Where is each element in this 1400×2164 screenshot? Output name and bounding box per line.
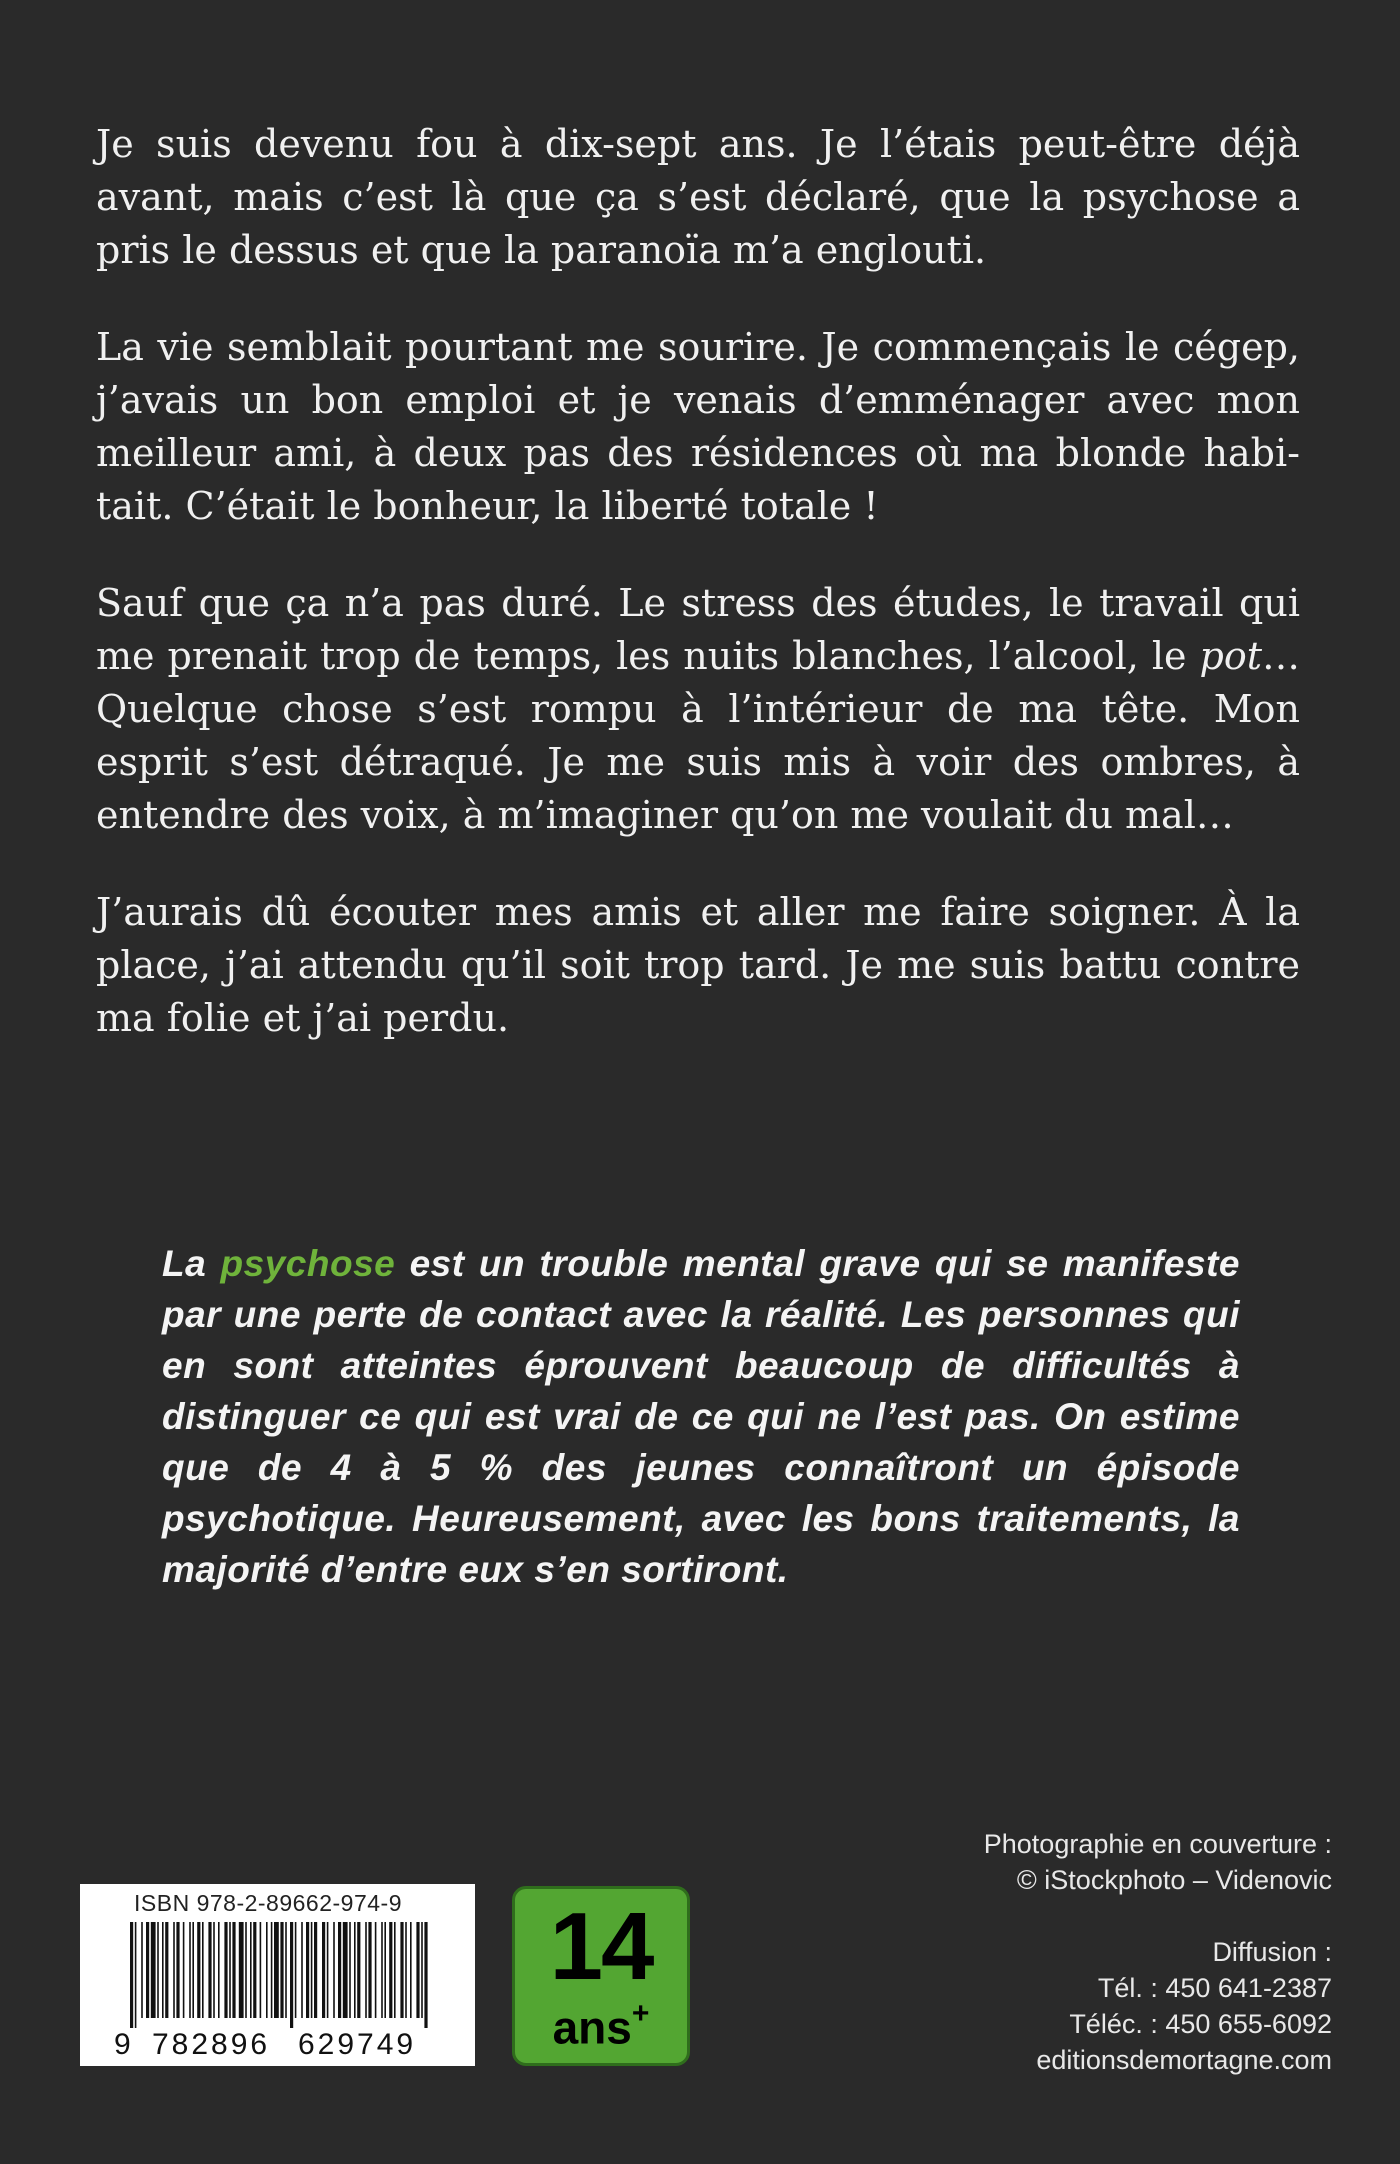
barcode-bar (424, 1922, 427, 2028)
barcode-bar (218, 1922, 220, 2018)
age-unit-text: ans (552, 2001, 632, 2054)
barcode-bar (421, 1922, 423, 2018)
story-p3-italic: pot (1199, 634, 1262, 678)
barcode-bar (135, 1922, 137, 2028)
story-paragraph-4: J’aurais dû écouter mes amis et aller me faire soigner. À la place, j’ai attendu qu’il soit trop tard. Je me suis battu contre ma folie et j’ai perdu. (96, 890, 1300, 1040)
barcode-bar (394, 1922, 396, 2018)
barcode-bar (224, 1922, 227, 2018)
credits (984, 1826, 1332, 2078)
barcode-bar (384, 1922, 386, 2018)
story-paragraph-3 (96, 577, 1300, 842)
phone-number: Tél. : 450 641-2387 (1097, 1973, 1332, 2003)
barcode-bar (338, 1922, 341, 2018)
barcode-bar (229, 1922, 231, 2018)
info-lead: La (162, 1243, 221, 1284)
age-rating-badge (512, 1886, 690, 2066)
barcode-bar (192, 1922, 194, 2018)
barcode-bar (208, 1922, 211, 2018)
story-p3-end: … Quelque chose s’est rompu à l’intérieur de ma tête. Mon esprit s’est détraqué. Je me suis mis à voir des ombres, à entendre des voix, à m’imaginer qu’on me voulait du mal… (96, 634, 1300, 837)
diffusion-label: Diffusion : (1212, 1937, 1332, 1967)
website-link[interactable]: editionsdemortagne.com (1036, 2045, 1332, 2075)
isbn-barcode-box (80, 1884, 475, 2066)
story-p3-start: Sauf que ça n’a pas duré. Le stress des études, le travail qui me prenait trop de temps, les nuits blanches, l’alcool, le (96, 581, 1300, 678)
barcode-bar (327, 1922, 329, 2018)
psychosis-info-box (162, 1238, 1240, 1595)
barcode-bar (368, 1922, 371, 2018)
age-number: 14 (549, 1893, 653, 2000)
barcode-bar (295, 1922, 297, 2018)
barcode-bar (314, 1922, 317, 2018)
barcode-bar (162, 1922, 164, 2018)
barcode-bar (232, 1922, 235, 2018)
story-paragraph-1: Je suis devenu fou à dix-sept ans. Je l’étais peut-être déjà avant, mais c’est là que ça s’est déclaré, que la psychose a pris le dessus et que la paranoïa m’a englouti. (96, 122, 1300, 272)
barcode-bar (349, 1922, 351, 2018)
story-paragraph-2: La vie semblait pourtant me sourire. Je commençais le cégep, j’avais un bon emploi et je venais d’emménager avec mon meilleur ami, à deux pas des résidences où ma blonde habitait. C’était le bonheur, la liberté totale ! (96, 325, 1300, 528)
barcode-bar (311, 1922, 313, 2018)
barcode-bar (253, 1922, 256, 2018)
barcode-bar (213, 1922, 215, 2018)
info-body: est un trouble mental grave qui se manifeste par une perte de contact avec la réalité. Les personnes qui en sont atteintes éprouvent beaucoup de difficultés à distinguer ce qui est vrai de ce qui ne l’est pas. On estime que de 4 à 5 % des jeunes connaîtront un épisode psychotique. Heureusement, avec les bons traitements, la majorité d’entre eux s’en sortiront. (162, 1243, 1240, 1590)
barcode-bar (260, 1922, 262, 2018)
barcode-digits-right: 629749 (298, 2028, 417, 2060)
distribution-info (984, 1934, 1332, 2078)
barcode-bar (290, 1922, 293, 2028)
barcode-bar (322, 1922, 325, 2018)
barcode-bar (157, 1922, 159, 2018)
barcode-bar (365, 1922, 367, 2018)
barcode-bar (245, 1922, 247, 2018)
barcode-bar (271, 1922, 273, 2018)
barcode-digit-lead: 9 (114, 2028, 131, 2060)
barcode-bar (280, 1922, 283, 2018)
barcode-bar (151, 1922, 156, 2018)
age-plus: + (631, 1997, 650, 2030)
barcode-bar (410, 1922, 412, 2018)
barcode-bar (405, 1922, 407, 2018)
barcode-bar (189, 1922, 191, 2018)
barcode-bars (130, 1922, 428, 2028)
barcode-digits-left: 782896 (152, 2028, 271, 2060)
barcode-bar (202, 1922, 204, 2018)
barcode-bar (141, 1922, 143, 2018)
barcode-bar (130, 1922, 133, 2028)
photo-credit-source: © iStockphoto – Videnovic (1016, 1865, 1332, 1895)
barcode-bar (250, 1922, 252, 2018)
barcode-bar (285, 1922, 287, 2018)
barcode-bar (183, 1922, 185, 2018)
barcode-bar (266, 1922, 268, 2018)
fax-number: Téléc. : 450 655-6092 (1069, 2009, 1332, 2039)
barcode-bar (197, 1922, 200, 2018)
barcode-bar (354, 1922, 356, 2018)
barcode-bar (375, 1922, 377, 2018)
info-highlight-term: psychose (220, 1243, 396, 1284)
barcode-bar (146, 1922, 149, 2018)
photo-credit (984, 1826, 1332, 1898)
barcode-bar (333, 1922, 335, 2018)
barcode-bar (176, 1922, 179, 2018)
barcode-bar (274, 1922, 279, 2018)
barcode-bar (306, 1922, 309, 2018)
barcode-bar (400, 1922, 403, 2018)
story-text (96, 118, 1300, 1089)
barcode-bar (357, 1922, 360, 2018)
barcode-bar (173, 1922, 175, 2018)
barcode-bar (381, 1922, 383, 2018)
barcode-bar (416, 1922, 419, 2018)
barcode-graphic (112, 1922, 452, 2060)
barcode-bar (343, 1922, 348, 2018)
barcode-bar (301, 1922, 303, 2018)
barcode-bar (239, 1922, 244, 2018)
isbn-label: ISBN 978-2-89662-974-9 (134, 1890, 402, 1916)
barcode-bar (165, 1922, 168, 2018)
photo-credit-label: Photographie en couverture : (983, 1829, 1332, 1859)
barcode-bar (389, 1922, 392, 2018)
age-unit (515, 1993, 687, 2052)
